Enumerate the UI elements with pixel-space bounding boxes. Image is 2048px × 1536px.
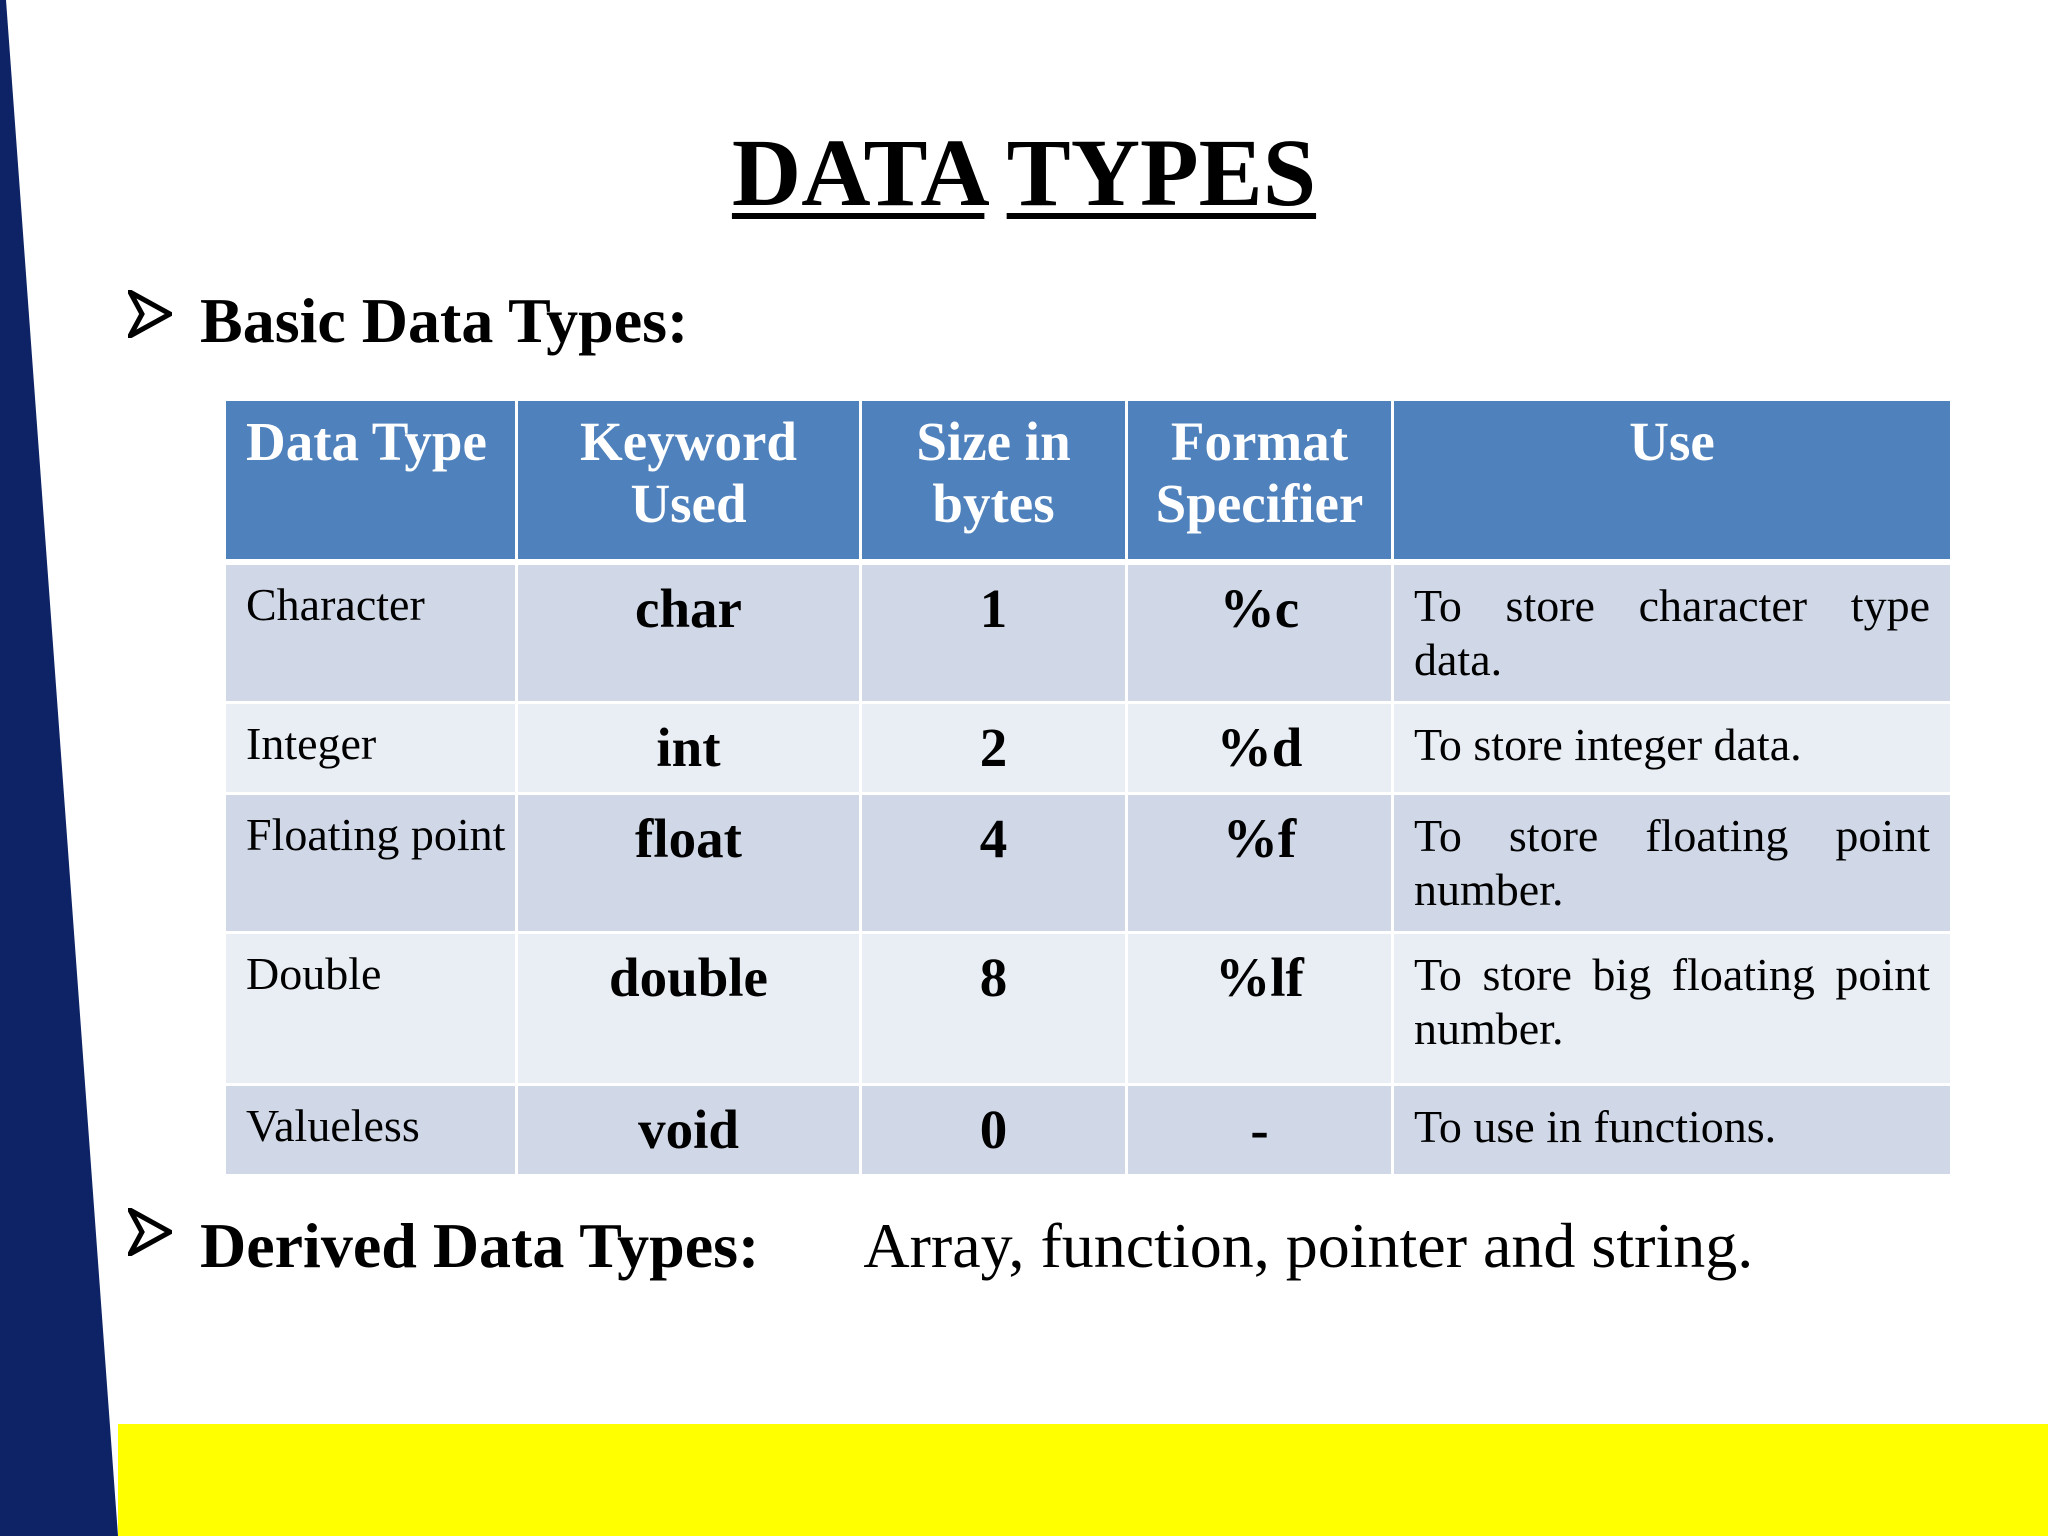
cell-keyword: double: [517, 933, 861, 1085]
table-row: [225, 703, 1952, 794]
cell-size: 0: [861, 1085, 1127, 1176]
cell-keyword: char: [517, 562, 861, 703]
cell-data-type: Character: [225, 562, 517, 703]
arrow-bullet-icon: [128, 290, 172, 338]
header-keyword-used: Keyword Used: [517, 400, 861, 563]
cell-use: To store big floating point number.: [1393, 933, 1952, 1085]
cell-keyword: int: [517, 703, 861, 794]
cell-data-type: Double: [225, 933, 517, 1085]
derived-data-types-label: Derived Data Types:: [200, 1210, 760, 1281]
header-use: Use: [1393, 400, 1952, 563]
data-types-table: [223, 398, 1953, 1177]
cell-size: 1: [861, 562, 1127, 703]
bottom-yellow-band: [118, 1424, 2048, 1536]
cell-data-type: Integer: [225, 703, 517, 794]
header-data-type: Data Type: [225, 400, 517, 563]
cell-size: 2: [861, 703, 1127, 794]
derived-data-types: [200, 1204, 1960, 1288]
title-word-data: DATA: [731, 119, 985, 226]
cell-data-type: Floating point: [225, 794, 517, 933]
title-word-types: TYPES: [1006, 119, 1317, 226]
cell-keyword: void: [517, 1085, 861, 1176]
cell-format: -: [1127, 1085, 1393, 1176]
cell-use: To store floating point number.: [1393, 794, 1952, 933]
cell-format: %d: [1127, 703, 1393, 794]
arrow-bullet-icon: [128, 1208, 172, 1256]
cell-format: %c: [1127, 562, 1393, 703]
table-row: [225, 1085, 1952, 1176]
cell-format: %f: [1127, 794, 1393, 933]
table-row: [225, 794, 1952, 933]
cell-use: To store character type data.: [1393, 562, 1952, 703]
cell-size: 4: [861, 794, 1127, 933]
table-row: [225, 933, 1952, 1085]
table-row: [225, 562, 1952, 703]
cell-data-type: Valueless: [225, 1085, 517, 1176]
header-format-specifier: Format Specifier: [1127, 400, 1393, 563]
cell-use: To use in functions.: [1393, 1085, 1952, 1176]
cell-size: 8: [861, 933, 1127, 1085]
cell-keyword: float: [517, 794, 861, 933]
derived-data-types-text: Array, function, pointer and string.: [863, 1210, 1754, 1281]
header-size-in-bytes: Size in bytes: [861, 400, 1127, 563]
page-title: [0, 118, 2048, 228]
table-header-row: [225, 400, 1952, 563]
cell-use: To store integer data.: [1393, 703, 1952, 794]
cell-format: %lf: [1127, 933, 1393, 1085]
basic-data-types-heading: Basic Data Types:: [200, 285, 689, 356]
